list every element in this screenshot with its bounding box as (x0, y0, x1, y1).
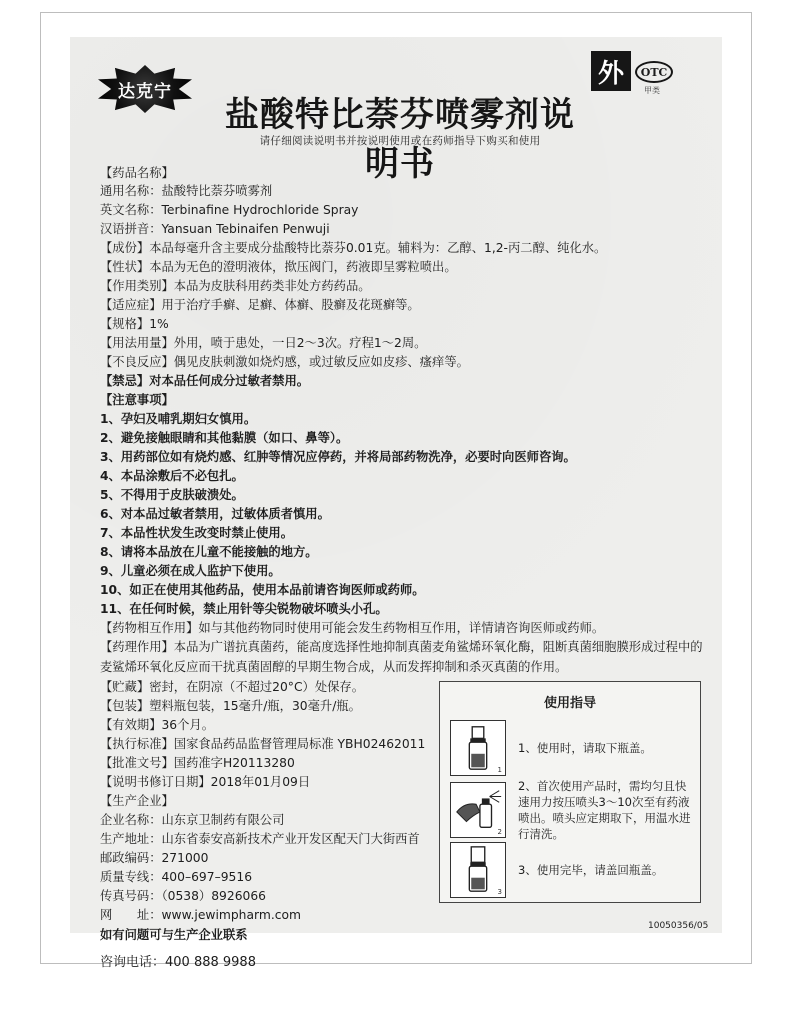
precaution-item: 5、不得用于皮肤破溃处。 (100, 488, 244, 502)
leaflet-subtitle: 请仔细阅读说明书并按说明使用或在药师指导下购买和使用 (259, 135, 541, 147)
generic-name: 通用名称：盐酸特比萘芬喷雾剂 (100, 184, 273, 198)
step-2-illustration (450, 782, 506, 838)
precaution-item: 4、本品涂敷后不必包扎。 (100, 469, 244, 483)
precaution-item: 9、儿童必须在成人监护下使用。 (100, 564, 281, 578)
drug-interactions: 【药物相互作用】如与其他药物同时使用可能会发生药物相互作用，详情请咨询医师或药师。 (100, 621, 605, 635)
precaution-item: 11、在任何时候，禁止用针等尖锐物破坏喷头小孔。 (100, 602, 388, 616)
precaution-item: 2、避免接触眼睛和其他黏膜（如口、鼻等）。 (100, 431, 349, 445)
step-1-illustration (450, 720, 506, 776)
pharmacology: 【药理作用】本品为广谱抗真菌药，能高度选择性地抑制真菌麦角鲨烯环氧化酶，阻断真菌细胞膜形成过程中的麦鲨烯环氧化反应而干扰真菌固醇的早期生物合成，从而发挥抑制和杀灭真菌的作用。 (100, 640, 703, 674)
leaflet-sheet (70, 37, 722, 970)
contact-note: 如有问题可与生产企业联系 (100, 928, 248, 942)
dosage: 【用法用量】外用，喷于患处，一日2～3次。疗程1～2周。 (100, 336, 427, 350)
leaflet-code: 10050356/05 (648, 921, 709, 931)
quality-hotline: 质量专线：400–697–9516 (100, 870, 253, 884)
strength: 【规格】1% (100, 317, 169, 331)
precaution-item: 3、用药部位如有烧灼感、红肿等情况应停药，并将局部药物洗净，必要时向医师咨询。 (100, 450, 576, 464)
english-name: 英文名称：Terbinafine Hydrochloride Spray (100, 203, 359, 217)
consult-phone: 咨询电话：400 888 9988 (100, 955, 256, 970)
otc-class-label: 甲类 (644, 86, 660, 95)
step-3-text: 3、使用完毕，请盖回瓶盖。 (518, 863, 664, 877)
step-number: 1 (497, 766, 502, 774)
brand-logo-text: 达克宁 (118, 81, 172, 102)
adverse-reactions: 【不良反应】偶见皮肤刺激如烧灼感，或过敏反应如皮疹、瘙痒等。 (100, 355, 469, 369)
precaution-item: 10、如正在使用其他药品，使用本品前请咨询医师或药师。 (100, 583, 425, 597)
pinyin-name: 汉语拼音：Yansuan Tebinaifen Penwuji (100, 222, 330, 236)
step-number: 2 (497, 828, 502, 836)
precaution-item: 7、本品性状发生改变时禁止使用。 (100, 526, 294, 540)
drug-category: 【作用类别】本品为皮肤科用药类非处方药药品。 (100, 279, 371, 293)
precautions-label: 【注意事项】 (100, 393, 174, 407)
postcode: 邮政编码：271000 (100, 851, 209, 865)
appearance: 【性状】本品为无色的澄明液体，揿压阀门，药液即呈雾粒喷出。 (100, 260, 457, 274)
indications: 【适应症】用于治疗手癣、足癣、体癣、股癣及花斑癣等。 (100, 298, 420, 312)
contraindications: 【禁忌】对本品任何成分过敏者禁用。 (100, 374, 310, 388)
step-number: 3 (497, 888, 502, 896)
production-address: 生产地址：山东省泰安高新技术产业开发区配天门大街西首 (100, 832, 420, 846)
package: 【包装】塑料瓶包装，15毫升/瓶，30毫升/瓶。 (100, 699, 361, 713)
leaflet-title: 盐酸特比萘芬喷雾剂说明书 (225, 95, 575, 184)
execution-standard: 【执行标准】国家食品药品监督管理局标准 YBH02462011 (100, 737, 426, 751)
company-name: 企业名称：山东京卫制药有限公司 (100, 813, 285, 827)
storage: 【贮藏】密封，在阴凉（不超过20°C）处保存。 (100, 680, 365, 694)
ingredients: 【成份】本品每毫升含主要成分盐酸特比萘芬0.01克。辅料为：乙醇、1,2-丙二醇、纯化水。 (100, 241, 607, 255)
step-1-text: 1、使用时，请取下瓶盖。 (518, 741, 652, 755)
usage-guide-box (439, 681, 701, 903)
usage-guide-title: 使用指导 (543, 696, 596, 711)
website: 网 址：www.jewimpharm.com (100, 908, 301, 922)
manufacturer-label: 【生产企业】 (100, 794, 174, 808)
validity: 【有效期】36个月。 (100, 718, 215, 732)
precaution-item: 1、孕妇及哺乳期妇女慎用。 (100, 412, 257, 426)
drug-name-label: 【药品名称】 (100, 166, 174, 180)
precaution-item: 6、对本品过敏者禁用，过敏体质者慎用。 (100, 507, 330, 521)
step-3-illustration (450, 842, 506, 898)
precaution-item: 8、请将本品放在儿童不能接触的地方。 (100, 545, 318, 559)
step-2-text: 2、首次使用产品时，需均匀且快速用力按压喷头3～10次至有药液喷出。喷头应定期取下，用温水进行清洗。 (518, 779, 691, 841)
fax-number: 传真号码：（0538）8926066 (100, 889, 266, 903)
otc-logo: OTC (635, 61, 673, 83)
revision-date: 【说明书修订日期】2018年01月09日 (100, 775, 311, 789)
external-use-mark: 外 (591, 51, 631, 91)
approval-number: 【批准文号】国药准字H20113280 (100, 756, 295, 770)
